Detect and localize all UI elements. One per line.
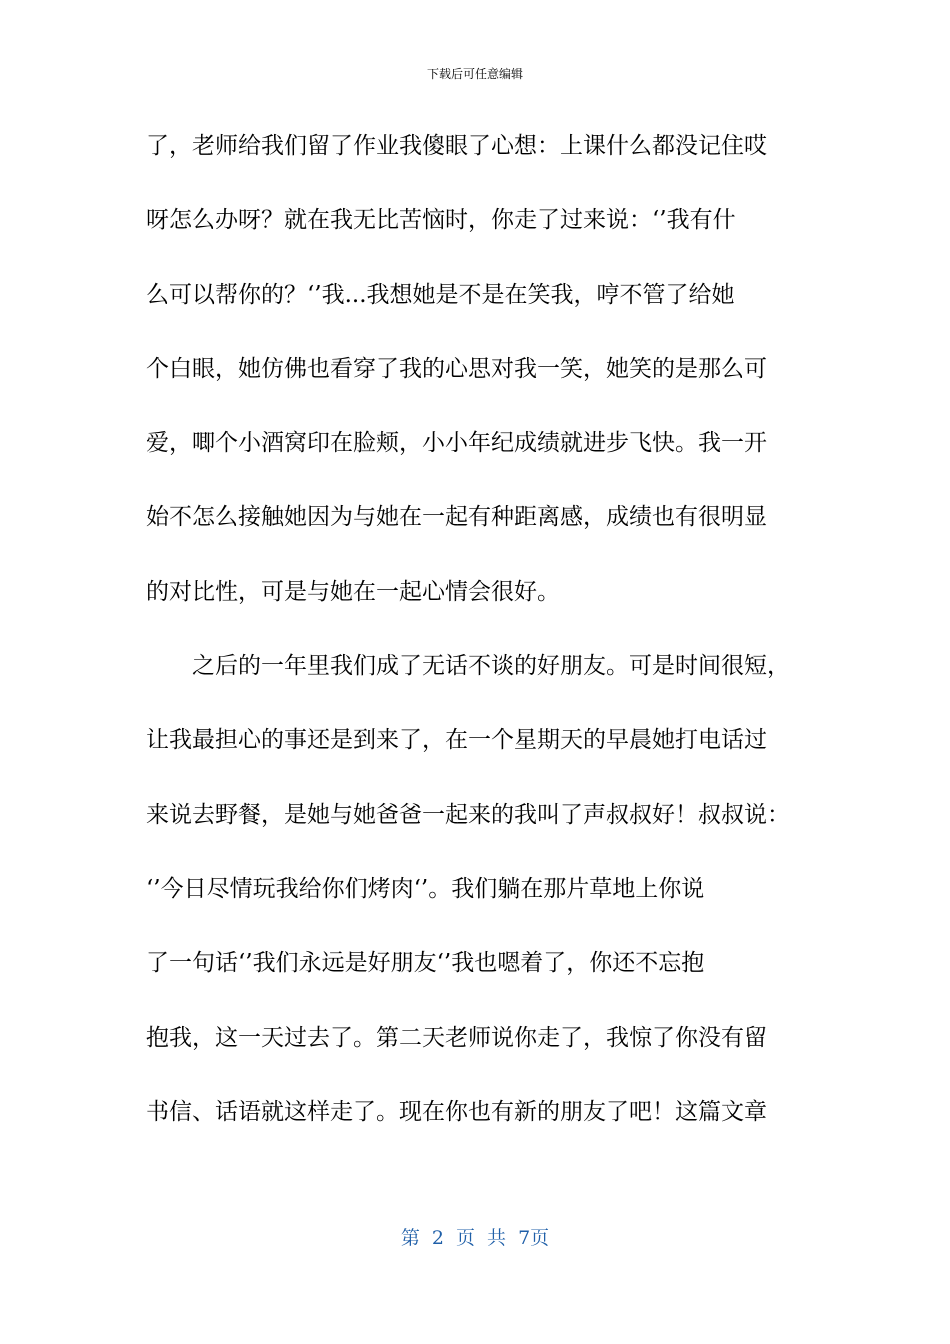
text-line: 来说去野餐，是她与她爸爸一起来的我叫了声叔叔好！叔叔说：: [146, 801, 790, 828]
text-line: 的对比性，可是与她在一起心情会很好。: [146, 578, 560, 605]
text-line: 了，老师给我们留了作业我傻眼了心想：上课什么都没记住哎: [146, 133, 767, 159]
document-body: [146, 122, 806, 1162]
page-number-footer: 第 2 页 共 7页: [400, 1227, 550, 1249]
text-line: 么可以帮你的？‘’我...我想她是不是在笑我，哼不管了给她: [146, 281, 735, 308]
text-line: 始不怎么接触她因为与她在一起有种距离感，成绩也有很明显: [146, 504, 767, 531]
text-line: 让我最担心的事还是到来了，在一个星期天的早晨她打电话过: [146, 727, 767, 754]
text-line: 抱我，这一天过去了。第二天老师说你走了，我惊了你没有留: [146, 1024, 767, 1051]
text-line: 呀怎么办呀？就在我无比苦恼时，你走了过来说：‘’我有什: [146, 207, 736, 234]
text-line: ‘’今日尽情玩我给你们烤肉‘’。我们躺在那片草地上你说: [146, 875, 705, 902]
page-header: 下载后可任意编辑: [426, 67, 523, 81]
text-line: 了一句话‘’我们永远是好朋友‘’我也嗯着了，你还不忘抱: [146, 950, 705, 977]
text-line: 爱，唧个小酒窝印在脸颊，小小年纪成绩就进步飞快。我一开: [146, 430, 767, 457]
paragraph-start-line: 之后的一年里我们成了无话不谈的好朋友。可是时间很短，: [192, 653, 790, 680]
text-line: 书信、话语就这样走了。现在你也有新的朋友了吧！这篇文章: [146, 1098, 767, 1125]
text-line: 个白眼，她仿佛也看穿了我的心思对我一笑，她笑的是那么可: [146, 355, 767, 382]
